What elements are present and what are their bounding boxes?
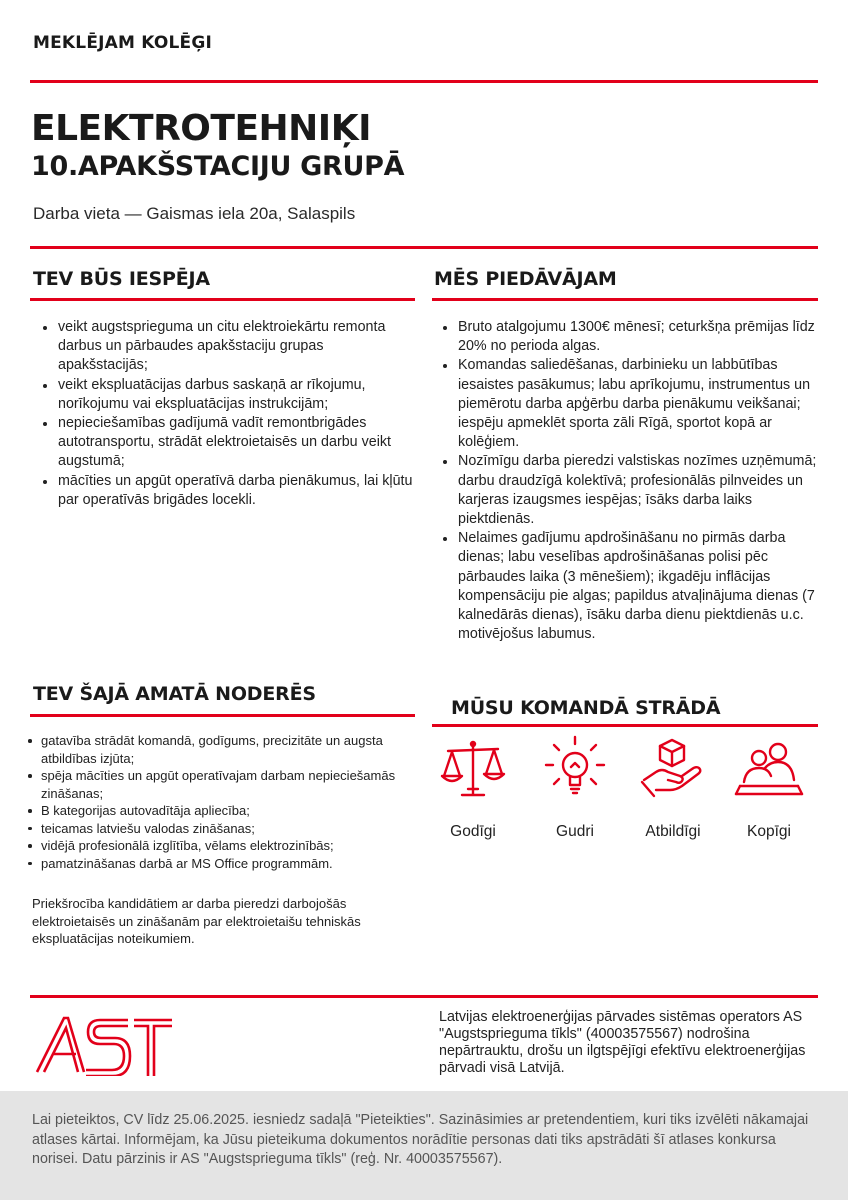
divider xyxy=(30,714,415,717)
divider xyxy=(30,995,818,998)
advantage-note: Priekšrocība kandidātiem ar darba pieredzi darbojošās elektroietaisēs un zināšanām par elektroietaišu tehniskās ekspluatācijas noteikumiem. xyxy=(32,896,361,946)
value-label: Atbildīgi xyxy=(645,823,701,840)
list-item: nepieciešamības gadījumā vadīt remontbrigādes autotransportu, strādāt elektroietaisēs un darbu veikt augstumā; xyxy=(41,414,413,472)
offer-heading: MĒS PIEDĀVĀJAM xyxy=(434,268,617,290)
value-label: Kopīgi xyxy=(747,823,791,840)
divider xyxy=(30,80,818,83)
job-title: ELEKTROTEHNIĶI xyxy=(31,108,371,149)
company-description: Latvijas elektroenerģijas pārvades sistēmas operators AS "Augstsprieguma tīkls" (40003575567) nodrošina nepārtrauktu, drošu un ilgtspējīgi efektīvu elektroenerģijas pārvadi visā Latvijā. xyxy=(439,1009,806,1076)
divider xyxy=(30,298,415,301)
list-item: Nozīmīgu darba pieredzi valstiskas nozīmes uzņēmumā; darbu draudzīgā kolektīvā; profesionālās pilnveides un karjeras izaugsmes iespējas; īsāks darba laiks piektdienās. xyxy=(441,452,821,529)
job-subtitle: 10.APAKŠSTACIJU GRUPĀ xyxy=(31,151,405,182)
opportunities-list xyxy=(41,318,413,510)
list-item: veikt ekspluatācijas darbus saskaņā ar rīkojumu, norīkojumu vai ekspluatācijas instrukcijām; xyxy=(41,376,413,414)
team-heading: MŪSU KOMANDĀ STRĀDĀ xyxy=(451,697,721,719)
company-logo xyxy=(34,1014,174,1076)
list-item: Nelaimes gadījumu apdrošināšanu no pirmās darba dienas; labu veselības apdrošināšanas polisi pēc pārbaudes laika (3 mēnešiem); ikgadēju inflācijas kompensāciju pie algas; papildus atvaļinājuma dienas (7 kalnedārās dienas), īsāku darba dienu piektdienās u.c. motivējošus labumus. xyxy=(441,529,821,644)
divider xyxy=(30,246,818,249)
list-item: Bruto atalgojumu 1300€ mēnesī; ceturkšņa prēmijas līdz 20% no perioda algas. xyxy=(441,318,821,356)
lightbulb-icon xyxy=(535,733,615,801)
list-item: gatavība strādāt komandā, godīgums, precizitāte un augsta atbildības izjūta; xyxy=(26,732,396,767)
requirements-heading: TEV ŠAJĀ AMATĀ NODERĒS xyxy=(33,683,316,705)
requirements-list xyxy=(26,732,396,872)
application-note: Lai pieteiktos, CV līdz 25.06.2025. iesniedz sadaļā "Pieteikties". Sazināsimies ar pretendentiem, kuri tiks izvēlēti nākamajai atlases kārtai. Informējam, ka Jūsu pieteikuma dokumentos norādītie personas dati tiks apstrādāti šī atlases konkursa norisei. Datu pārzinis ir AS "Augstsprieguma tīkls" (reģ. Nr. 40003575567). xyxy=(32,1112,809,1167)
value-label: Gudri xyxy=(556,823,594,840)
list-item: teicamas latviešu valodas zināšanas; xyxy=(26,820,396,838)
people-icon xyxy=(729,738,809,800)
footer xyxy=(0,1091,848,1200)
scales-icon xyxy=(433,738,513,802)
hand-box-icon xyxy=(633,734,713,800)
list-item: spēja mācīties un apgūt operatīvajam darbam nepieciešamās zināšanas; xyxy=(26,767,396,802)
value-label: Godīgi xyxy=(450,823,496,840)
divider xyxy=(432,724,818,727)
list-item: vidējā profesionālā izglītība, vēlams elektrozinībās; xyxy=(26,837,396,855)
divider xyxy=(432,298,818,301)
list-item: veikt augstsprieguma un citu elektroiekārtu remonta darbus un pārbaudes apakšstaciju grupas apakšstacijās; xyxy=(41,318,413,376)
page-kicker: MEKLĒJAM KOLĒĢI xyxy=(33,33,213,53)
offer-list xyxy=(441,318,821,644)
workplace-location: Darba vieta — Gaismas iela 20a, Salaspils xyxy=(33,204,356,223)
opportunities-heading: TEV BŪS IESPĒJA xyxy=(33,268,210,290)
list-item: pamatzināšanas darbā ar MS Office programmām. xyxy=(26,855,396,873)
list-item: B kategorijas autovadītāja apliecība; xyxy=(26,802,396,820)
list-item: Komandas saliedēšanas, darbinieku un labbūtības iesaistes pasākumus; labu aprīkojumu, instrumentus un piemērotu darba apģērbu darba pienākumu veikšanai; iespēju apmeklēt sporta zāli Rīgā, sportot kopā ar kolēģiem. xyxy=(441,356,821,452)
list-item: mācīties un apgūt operatīvā darba pienākumus, lai kļūtu par operatīvās brigādes locekli. xyxy=(41,472,413,510)
